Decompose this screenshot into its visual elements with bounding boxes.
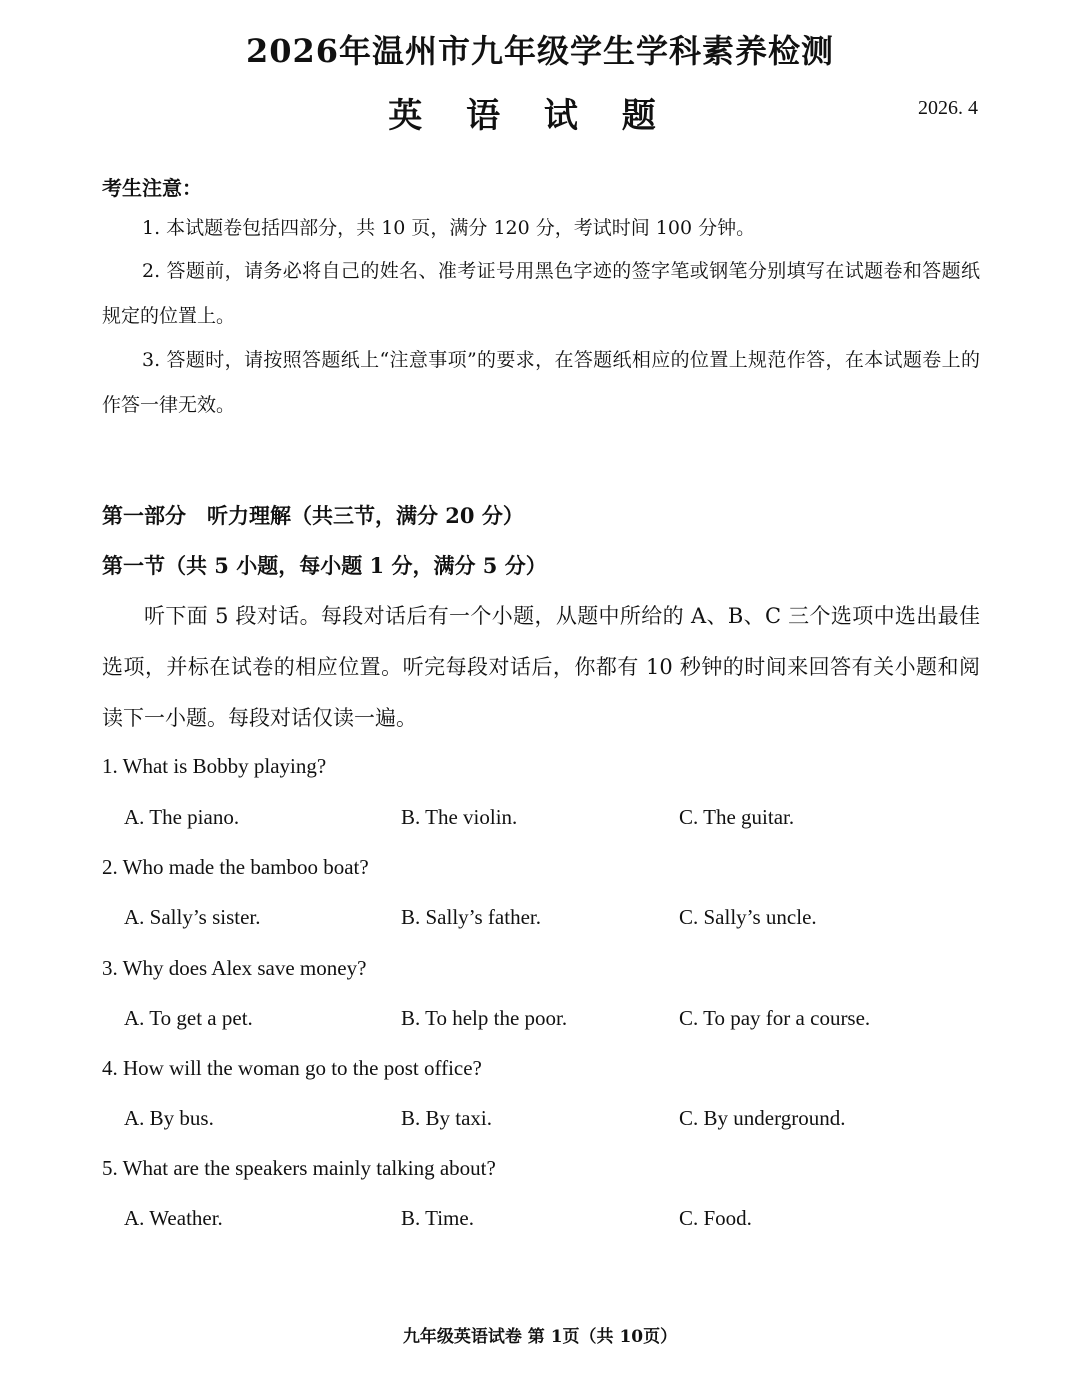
notice-item: 3. 答题时，请按照答题纸上“注意事项”的要求，在答题纸相应的位置上规范作答，在本试题卷上的作答一律无效。 (102, 349, 980, 416)
option-c: C. To pay for a course. (679, 1006, 871, 1030)
option-b: B. Time. (401, 1206, 474, 1230)
option-b: B. The violin. (401, 805, 518, 829)
page-footer: 九年级英语试卷 第 1页（共 10页） (402, 1327, 678, 1347)
notice-item: 2. 答题前，请务必将自己的姓名、准考证号用黑色字迹的签字笔或钢笔分别填写在试题卷和答题纸规定的位置上。 (102, 260, 980, 327)
part-heading: 第一部分 听力理解（共三节，满分 20 分） (102, 503, 524, 528)
exam-title: 2026年温州市九年级学生学科素养检测 (245, 32, 835, 70)
option-a: A. Sally’s sister. (124, 905, 261, 929)
option-a: A. To get a pet. (124, 1006, 253, 1030)
option-a: A. Weather. (124, 1206, 223, 1230)
question-text: 2. Who made the bamboo boat? (102, 855, 369, 879)
option-b: B. By taxi. (401, 1106, 493, 1130)
option-b: B. Sally’s father. (401, 905, 541, 929)
option-a: A. The piano. (124, 805, 240, 829)
option-a: A. By bus. (124, 1106, 214, 1130)
section-heading: 第一节（共 5 小题，每小题 1 分，满分 5 分） (102, 553, 547, 578)
question-text: 1. What is Bobby playing? (102, 754, 327, 778)
option-c: C. By underground. (679, 1106, 846, 1130)
option-c: C. The guitar. (679, 805, 795, 829)
option-c: C. Sally’s uncle. (679, 905, 817, 929)
exam-date: 2026. 4 (918, 97, 978, 119)
option-c: C. Food. (679, 1206, 752, 1230)
option-b: B. To help the poor. (401, 1006, 568, 1030)
section-instructions: 听下面 5 段对话。每段对话后有一个小题，从题中所给的 A、B、C 三个选项中选出最佳选项，并标在试卷的相应位置。听完每段对话后，你都有 10 秒钟的时间来回答有关小题和阅读下一小题。每段对话仅读一遍。 (102, 604, 980, 730)
notice-heading: 考生注意： (102, 176, 202, 200)
question-text: 5. What are the speakers mainly talking about? (102, 1156, 496, 1180)
subject-title: 英 语 试 题 (388, 96, 672, 136)
question-text: 3. Why does Alex save money? (102, 956, 367, 980)
question-text: 4. How will the woman go to the post office? (102, 1056, 482, 1080)
notice-item: 1. 本试题卷包括四部分，共 10 页，满分 120 分，考试时间 100 分钟。 (142, 217, 756, 239)
